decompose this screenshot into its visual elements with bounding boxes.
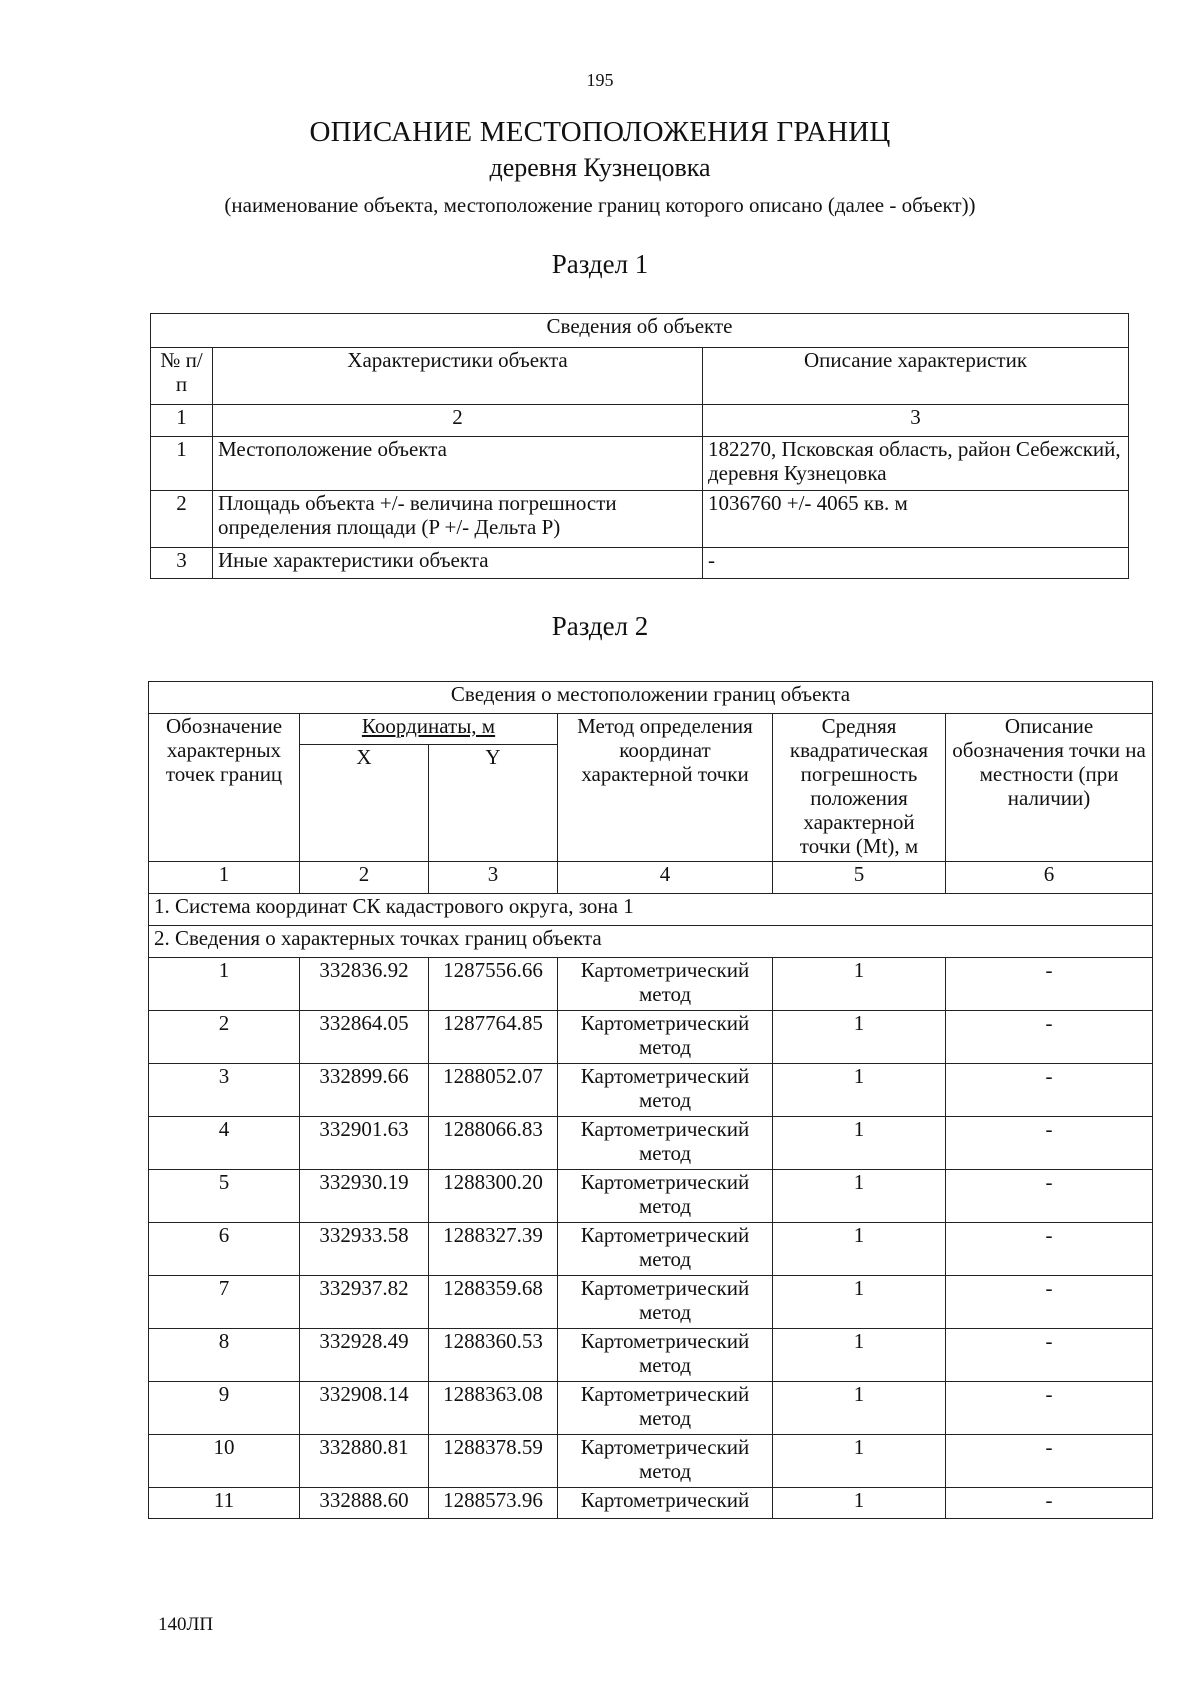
mean-error: 1 <box>773 958 946 1011</box>
header-error: Средняя квадратическая погрешность положения характерной точки (Mt), м <box>773 714 946 862</box>
table-row <box>151 491 1129 548</box>
column-number: 2 <box>300 862 429 894</box>
point-number: 1 <box>149 958 300 1011</box>
point-description: - <box>946 1117 1153 1170</box>
point-description: - <box>946 1276 1153 1329</box>
point-number: 5 <box>149 1170 300 1223</box>
characteristic-name: Площадь объекта +/- величина погрешности определения площади (P +/- Дельта P) <box>213 491 703 548</box>
point-description: - <box>946 1064 1153 1117</box>
mean-error: 1 <box>773 1329 946 1382</box>
point-description: - <box>946 958 1153 1011</box>
column-number: 2 <box>213 405 703 437</box>
coordinate-x: 332937.82 <box>300 1276 429 1329</box>
header-coordinates <box>300 714 558 745</box>
header-method: Метод определения координат характерной точки <box>558 714 773 862</box>
column-number: 3 <box>703 405 1129 437</box>
column-number: 5 <box>773 862 946 894</box>
table-row <box>149 1011 1153 1064</box>
mean-error: 1 <box>773 1488 946 1519</box>
point-description: - <box>946 1382 1153 1435</box>
mean-error: 1 <box>773 1223 946 1276</box>
point-number: 8 <box>149 1329 300 1382</box>
point-description: - <box>946 1223 1153 1276</box>
document-caption: (наименование объекта, местоположение границ которого описано (далее - объект)) <box>224 193 976 217</box>
mean-error: 1 <box>773 1011 946 1064</box>
header-point: Обозначение характерных точек границ <box>149 714 300 862</box>
row-number: 2 <box>151 491 213 548</box>
coordinate-y: 1288363.08 <box>429 1382 558 1435</box>
coordinate-y: 1287556.66 <box>429 958 558 1011</box>
characteristic-value: 182270, Псковская область, район Себежский, деревня Кузнецовка <box>703 437 1129 491</box>
method: Картометрический метод <box>558 1382 773 1435</box>
point-number: 4 <box>149 1117 300 1170</box>
coordinate-x: 332836.92 <box>300 958 429 1011</box>
coordinate-y: 1288378.59 <box>429 1435 558 1488</box>
point-number: 6 <box>149 1223 300 1276</box>
object-info-table-title: Сведения об объекте <box>151 314 1129 348</box>
footer-code: 140ЛП <box>158 1614 214 1635</box>
table-row <box>149 1117 1153 1170</box>
table-row <box>149 1488 1153 1519</box>
header-y: Y <box>429 745 558 862</box>
mean-error: 1 <box>773 1170 946 1223</box>
table-row <box>149 1435 1153 1488</box>
table-row <box>151 548 1129 579</box>
table-row <box>149 1329 1153 1382</box>
mean-error: 1 <box>773 1064 946 1117</box>
coordinate-y: 1288052.07 <box>429 1064 558 1117</box>
document-subtitle: деревня Кузнецовка <box>489 153 711 182</box>
section2-title: Раздел 2 <box>551 611 649 641</box>
method: Картометрический метод <box>558 1011 773 1064</box>
coordinate-x: 332880.81 <box>300 1435 429 1488</box>
method: Картометрический метод <box>558 1117 773 1170</box>
column-number: 1 <box>151 405 213 437</box>
point-number: 3 <box>149 1064 300 1117</box>
coordinate-y: 1288360.53 <box>429 1329 558 1382</box>
column-number: 3 <box>429 862 558 894</box>
header-characteristics: Характеристики объекта <box>213 348 703 405</box>
coordinate-y: 1288327.39 <box>429 1223 558 1276</box>
coordinate-y: 1288573.96 <box>429 1488 558 1519</box>
table-row <box>149 1276 1153 1329</box>
coordinate-x: 332930.19 <box>300 1170 429 1223</box>
point-number: 7 <box>149 1276 300 1329</box>
method: Картометрический метод <box>558 1435 773 1488</box>
method: Картометрический метод <box>558 1223 773 1276</box>
point-description: - <box>946 1011 1153 1064</box>
header-coordinates-label: Координаты, м <box>361 714 496 738</box>
document-title: ОПИСАНИЕ МЕСТОПОЛОЖЕНИЯ ГРАНИЦ <box>309 116 891 148</box>
table-row <box>151 437 1129 491</box>
coordinate-y: 1288066.83 <box>429 1117 558 1170</box>
points-section-row: 2. Сведения о характерных точках границ объекта <box>149 926 1153 958</box>
coordinate-x: 332901.63 <box>300 1117 429 1170</box>
row-number: 3 <box>151 548 213 579</box>
column-number: 4 <box>558 862 773 894</box>
table-row <box>149 958 1153 1011</box>
characteristic-name: Иные характеристики объекта <box>213 548 703 579</box>
coordinate-x: 332908.14 <box>300 1382 429 1435</box>
header-num: № п/п <box>151 348 213 405</box>
coordinate-y: 1288300.20 <box>429 1170 558 1223</box>
method: Картометрический метод <box>558 1329 773 1382</box>
coordinate-y: 1287764.85 <box>429 1011 558 1064</box>
mean-error: 1 <box>773 1276 946 1329</box>
method: Картометрический метод <box>558 1170 773 1223</box>
boundary-points-table <box>148 681 1153 1519</box>
point-description: - <box>946 1170 1153 1223</box>
characteristic-value: 1036760 +/- 4065 кв. м <box>703 491 1129 548</box>
mean-error: 1 <box>773 1435 946 1488</box>
method: Картометрический метод <box>558 1276 773 1329</box>
page-number: 195 <box>586 70 614 90</box>
coordinate-x: 332928.49 <box>300 1329 429 1382</box>
table-row <box>149 1223 1153 1276</box>
column-number: 1 <box>149 862 300 894</box>
method: Картометрический метод <box>558 1064 773 1117</box>
method: Картометрический <box>558 1488 773 1519</box>
mean-error: 1 <box>773 1117 946 1170</box>
point-number: 9 <box>149 1382 300 1435</box>
header-description: Описание обозначения точки на местности (при наличии) <box>946 714 1153 862</box>
coordinate-y: 1288359.68 <box>429 1276 558 1329</box>
point-number: 10 <box>149 1435 300 1488</box>
point-description: - <box>946 1329 1153 1382</box>
mean-error: 1 <box>773 1382 946 1435</box>
characteristic-name: Местоположение объекта <box>213 437 703 491</box>
header-x: X <box>300 745 429 862</box>
point-description: - <box>946 1488 1153 1519</box>
coordinate-x: 332899.66 <box>300 1064 429 1117</box>
point-number: 2 <box>149 1011 300 1064</box>
coordinate-x: 332888.60 <box>300 1488 429 1519</box>
table-row <box>149 1064 1153 1117</box>
row-number: 1 <box>151 437 213 491</box>
section1-title: Раздел 1 <box>551 249 649 279</box>
method: Картометрический метод <box>558 958 773 1011</box>
coordinate-x: 332864.05 <box>300 1011 429 1064</box>
table-row <box>149 1170 1153 1223</box>
column-number: 6 <box>946 862 1153 894</box>
points-body <box>149 958 1153 1519</box>
table-row <box>149 1382 1153 1435</box>
header-description: Описание характеристик <box>703 348 1129 405</box>
object-info-table <box>150 313 1129 579</box>
boundary-table-title: Сведения о местоположении границ объекта <box>149 682 1153 714</box>
point-number: 11 <box>149 1488 300 1519</box>
characteristic-value: - <box>703 548 1129 579</box>
coordinate-x: 332933.58 <box>300 1223 429 1276</box>
point-description: - <box>946 1435 1153 1488</box>
coordinate-system-row: 1. Система координат СК кадастрового округа, зона 1 <box>149 894 1153 926</box>
